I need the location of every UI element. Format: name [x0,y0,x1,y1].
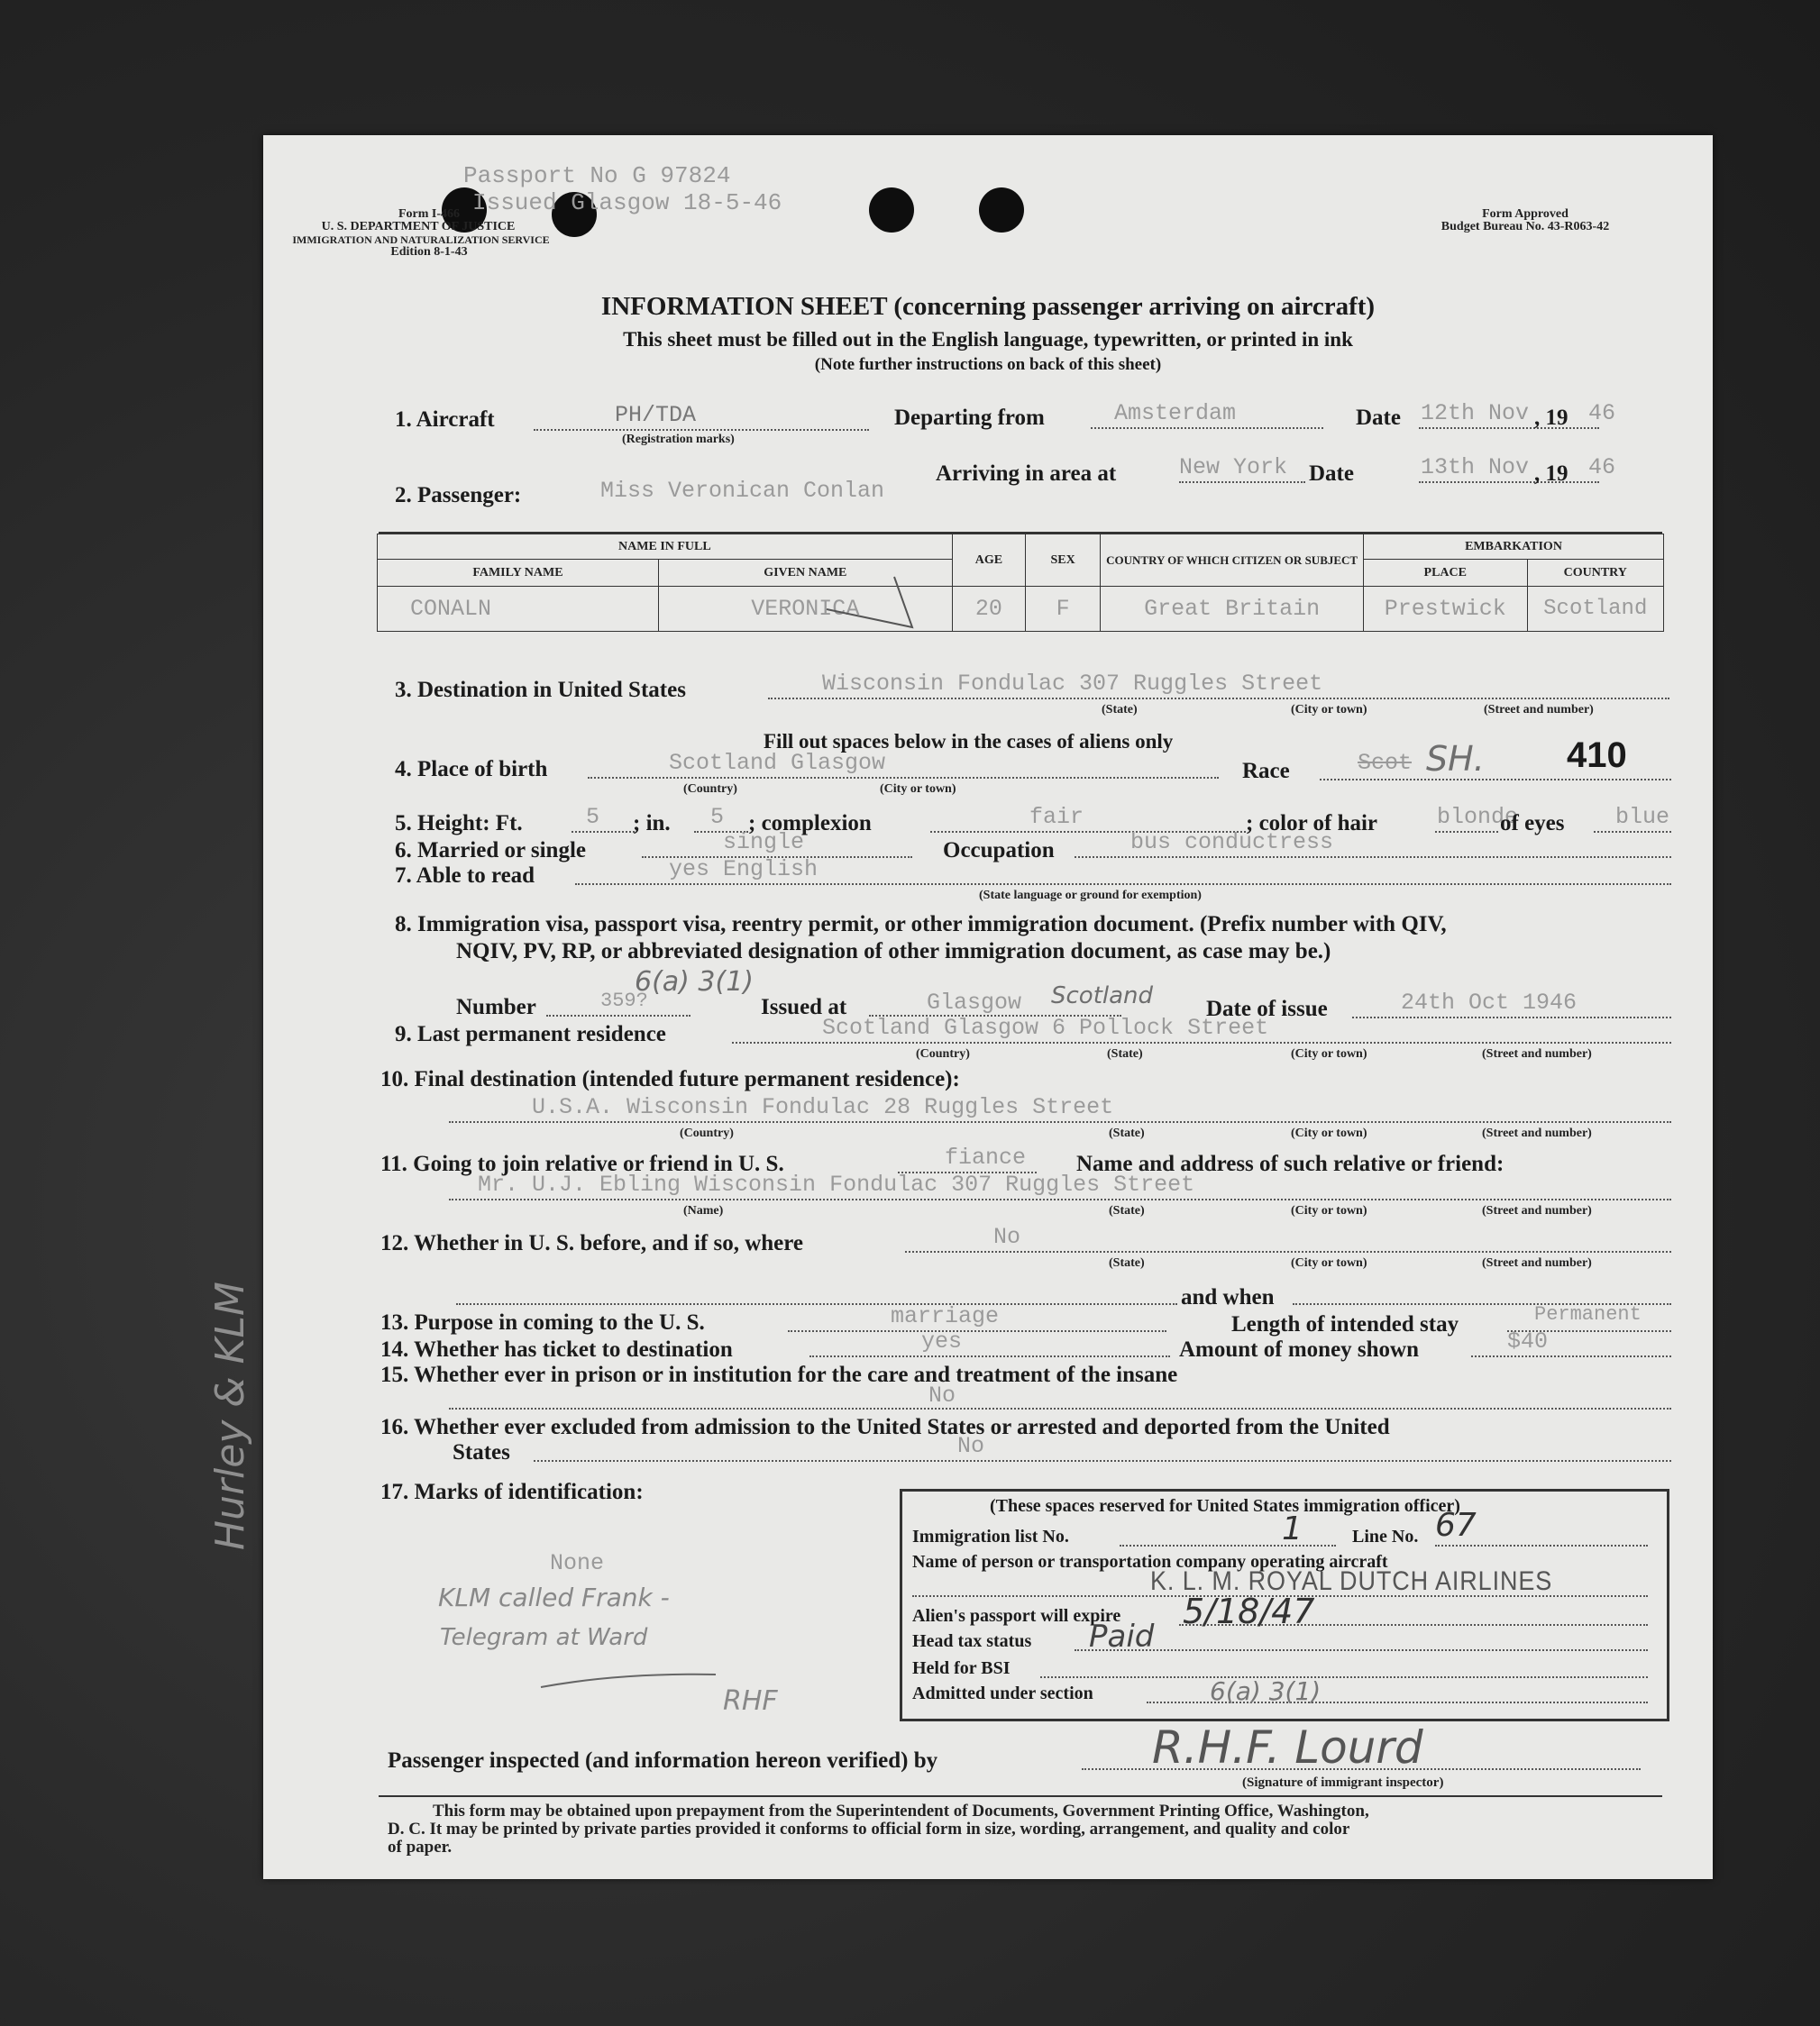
company-value: K. L. M. ROYAL DUTCH AIRLINES [1150,1566,1553,1596]
number-value: 359? [600,990,648,1012]
number-label: Number [456,995,536,1019]
issued-handwritten: Scotland [1051,982,1154,1009]
initials: RHF [723,1685,778,1717]
officer-box-title: (These spaces reserved for United States immigration officer) [990,1496,1460,1516]
immigration-doc-line2: NQIV, PV, RP, or abbreviated designation of other immigration document, as case may be.) [456,939,1331,963]
residence-value: Scotland Glasgow 6 Pollock Street [822,1015,1269,1041]
destination-city-caption: (City or town) [1291,703,1367,716]
relative-name-caption: (Name) [683,1204,724,1218]
previous-state-caption: (State) [1109,1256,1145,1270]
residence-country-caption: (Country) [916,1047,970,1061]
head-tax-label: Head tax status [912,1631,1032,1651]
relative-name-label: Name and address of such relative or friend: [1076,1152,1504,1176]
residence-street-caption: (Street and number) [1482,1047,1592,1061]
signature-caption: (Signature of immigrant inspector) [1242,1775,1444,1790]
year-value: 46 [1588,400,1616,426]
visa-handwritten: 6(a) 3(1) [635,966,754,998]
previous-visit-value: No [993,1224,1021,1250]
passport-expire-label: Alien's passport will expire [912,1606,1121,1626]
country-cell: Scotland [1527,587,1663,632]
punch-hole [869,187,914,233]
identification-note-1: KLM called Frank - [438,1583,670,1612]
money-value: $40 [1507,1328,1549,1355]
issue-date-value: 24th Oct 1946 [1401,990,1578,1016]
departing-line [1091,427,1323,429]
line-no-label: Line No. [1352,1527,1419,1547]
date-value: 12th Nov [1421,400,1530,426]
family-name-header: FAMILY NAME [378,560,659,587]
date-line [1419,427,1599,429]
final-street-caption: (Street and number) [1482,1127,1592,1140]
race-handwritten: SH. [1426,739,1485,779]
given-name-cell: VERONICA [658,587,952,632]
final-destination-value: U.S.A. Wisconsin Fondulac 28 Ruggles Street [532,1094,1114,1120]
ticket-value: yes [921,1328,963,1355]
embarkation-header: EMBARKATION [1364,534,1664,560]
when-label: and when [1181,1285,1275,1310]
aircraft-label: 1. Aircraft [395,407,495,432]
race-label: Race [1242,759,1290,783]
issue-date-line [1352,1017,1671,1018]
footer-rule [379,1795,1662,1797]
bsi-line [1040,1676,1648,1678]
occupation-line [1075,856,1671,858]
sex-cell: F [1025,587,1100,632]
identification-note-2: Telegram at Ward [440,1624,648,1651]
hair-line [1435,831,1498,833]
budget-bureau-no: Budget Bureau No. 43-R063-42 [1440,220,1610,233]
passport-number-stamp: Passport No G 97824 [463,162,731,189]
complexion-label: ; complexion [748,811,872,835]
head-tax-line [1075,1649,1648,1651]
residence-state-caption: (State) [1107,1047,1143,1061]
passenger-table [377,534,1664,632]
previous-city-caption: (City or town) [1291,1256,1367,1270]
section-value: 6(a) 3(1) [1210,1676,1322,1706]
previous-visit-line [905,1251,1671,1253]
excluded-line2: States [453,1440,510,1465]
edition: Edition 8-1-43 [390,245,468,259]
issued-label: Issued at [761,995,847,1019]
year-prefix: , 19 [1534,406,1568,430]
money-label: Amount of money shown [1179,1337,1420,1362]
height-in-value: 5 [710,804,725,830]
relative-label: 11. Going to join relative or friend in U. S. [380,1152,784,1176]
date-label: Date [1356,406,1401,430]
eyes-label: of eyes [1500,811,1565,835]
passenger-label: 2. Passenger: [395,483,522,507]
eyes-value: blue [1615,804,1670,830]
line-no-line [1435,1545,1648,1547]
relation-value: fiance [945,1145,1027,1171]
residence-label: 9. Last permanent residence [395,1022,666,1046]
married-value: single [723,829,805,855]
departing-label: Departing from [894,406,1045,430]
read-value: yes English [669,856,819,882]
arriving-value: New York [1179,454,1288,480]
footer-line3: of paper. [388,1838,453,1857]
hair-value: blonde [1437,804,1519,830]
relative-line [449,1199,1671,1200]
immigration-doc-line1: 8. Immigration visa, passport visa, reentry permit, or other immigration document. (Prefix number with QIV, [395,912,1447,936]
read-line [575,883,1671,885]
birthplace-line [588,777,1219,779]
previous-street-caption: (Street and number) [1482,1256,1592,1270]
margin-handwritten-note: Hurley & KLM [207,1281,253,1550]
aliens-only-note: Fill out spaces below in the cases of aliens only [764,730,1174,753]
final-destination-line [449,1121,1671,1123]
prison-label: 15. Whether ever in prison or in institution for the care and treatment of the insane [380,1363,1178,1387]
place-cell: Prestwick [1364,587,1528,632]
age-cell: 20 [952,587,1025,632]
race-code: 410 [1567,735,1627,775]
occupation-value: bus conductress [1130,829,1334,855]
inspector-signature: R.H.F. Lourd [1152,1721,1423,1774]
excluded-line1: 16. Whether ever excluded from admission to the United States or arrested and deported from the United [380,1415,1390,1439]
information-sheet [263,135,1713,1879]
section-label: Admitted under section [912,1684,1093,1703]
read-label: 7. Able to read [395,863,535,888]
sex-header: SEX [1025,534,1100,587]
list-no-line [1120,1545,1336,1547]
residence-city-caption: (City or town) [1291,1047,1367,1061]
residence-line [732,1042,1671,1044]
arriving-label: Arriving in area at [936,461,1117,486]
country-citizen-header: COUNTRY OF WHICH CITIZEN OR SUBJECT [1101,534,1364,587]
date2-label: Date [1309,461,1354,486]
issued-value: Glasgow [927,990,1022,1016]
age-header: AGE [952,534,1025,587]
birthplace-label: 4. Place of birth [395,757,548,781]
arriving-line [1179,481,1305,483]
race-line [1320,779,1671,780]
height-label: 5. Height: Ft. [395,811,523,835]
date2-value: 13th Nov [1421,454,1530,480]
ticket-label: 14. Whether has ticket to destination [380,1337,733,1362]
year2-value: 46 [1588,454,1616,480]
given-name-header: GIVEN NAME [658,560,952,587]
inches-label: ; in. [633,811,671,835]
place-header: PLACE [1364,560,1528,587]
height-ft-line [572,831,635,833]
identification-underline [539,1667,719,1694]
birthplace-value: Scotland Glasgow [669,750,886,776]
final-destination-label: 10. Final destination (intended future permanent residence): [380,1067,960,1091]
list-no-value: 1 [1282,1510,1303,1547]
footer-line1: This form may be obtained upon prepayment from the Superintendent of Documents, Government Printing Office, Washington, [433,1802,1369,1821]
destination-street-caption: (Street and number) [1484,703,1594,716]
issue-date-label: Date of issue [1206,997,1328,1021]
hair-label: ; color of hair [1246,811,1378,835]
purpose-line [788,1330,1166,1332]
relative-value: Mr. U.J. Ebling Wisconsin Fondulac 307 Ruggles Street [478,1172,1195,1198]
service-name: IMMIGRATION AND NATURALIZATION SERVICE [292,233,550,246]
prison-value: No [928,1383,956,1409]
money-line [1471,1355,1671,1357]
line-no-value: 67 [1435,1507,1477,1544]
aircraft-line [534,429,869,431]
registration-caption: (Registration marks) [622,433,735,446]
check-mark [822,573,921,636]
name-in-full-header: NAME IN FULL [378,534,953,560]
form-title: INFORMATION SHEET (concerning passenger arriving on aircraft) [600,292,1376,321]
final-city-caption: (City or town) [1291,1127,1367,1140]
birthplace-city-caption: (City or town) [880,782,956,796]
punch-hole [979,187,1024,233]
previous-visit-line2 [456,1303,1177,1305]
excluded-line [534,1460,1671,1462]
birthplace-country-caption: (Country) [683,782,737,796]
occupation-label: Occupation [943,838,1055,862]
form-subtitle: This sheet must be filled out in the English language, typewritten, or printed in ink [623,328,1353,351]
date2-line [1419,481,1599,483]
relative-city-caption: (City or town) [1291,1204,1367,1218]
identification-label: 17. Marks of identification: [380,1480,644,1504]
inspected-label: Passenger inspected (and information hereon verified) by [388,1748,938,1773]
relative-street-caption: (Street and number) [1482,1204,1592,1218]
company-label: Name of person or transportation company operating aircraft [912,1552,1388,1572]
form-note: (Note further instructions on back of this sheet) [814,355,1162,374]
destination-line [768,698,1669,699]
form-number: Form I-466 [398,207,461,221]
bsi-label: Held for BSI [912,1658,1011,1678]
destination-state-caption: (State) [1102,703,1138,716]
passport-expire-value: 5/18/47 [1183,1592,1315,1631]
destination-value: Wisconsin Fondulac 307 Ruggles Street [822,671,1323,697]
relative-state-caption: (State) [1109,1204,1145,1218]
final-country-caption: (Country) [680,1127,734,1140]
excluded-value: No [957,1433,985,1459]
identification-value: None [550,1550,605,1576]
passport-issued-stamp: Issued Glasgow 18-5-46 [472,189,782,216]
purpose-value: marriage [891,1303,1000,1329]
form-approved: Form Approved [1482,207,1568,221]
departing-value: Amsterdam [1114,400,1237,426]
prison-line [449,1408,1671,1410]
list-no-label: Immigration list No. [912,1527,1069,1547]
height-ft-value: 5 [586,804,600,830]
citizen-cell: Great Britain [1101,587,1364,632]
passenger-value: Miss Veronican Conlan [600,478,885,504]
length-stay-label: Length of intended stay [1231,1312,1459,1337]
country-header: COUNTRY [1527,560,1663,587]
purpose-label: 13. Purpose in coming to the U. S. [380,1310,705,1335]
eyes-line [1594,831,1671,833]
previous-visit-label: 12. Whether in U. S. before, and if so, where [380,1231,803,1255]
race-struck-value: Scot [1358,750,1413,776]
aircraft-value: PH/TDA [615,402,697,428]
married-label: 6. Married or single [395,838,586,862]
final-state-caption: (State) [1109,1127,1145,1140]
number-line [546,1015,691,1017]
footer-line2: D. C. It may be printed by private parties provided it conforms to official form in size, wording, arrangement, and quality and color [388,1820,1350,1839]
ticket-line [809,1355,1170,1357]
department-name: U. S. DEPARTMENT OF JUSTICE [321,220,516,233]
year2-prefix: , 19 [1534,461,1568,486]
length-stay-value: Permanent [1534,1303,1642,1326]
destination-label: 3. Destination in United States [395,678,686,702]
complexion-value: fair [1029,804,1084,830]
head-tax-value: Paid [1089,1619,1155,1655]
read-caption: (State language or ground for exemption) [979,889,1202,902]
family-name-cell: CONALN [378,587,659,632]
